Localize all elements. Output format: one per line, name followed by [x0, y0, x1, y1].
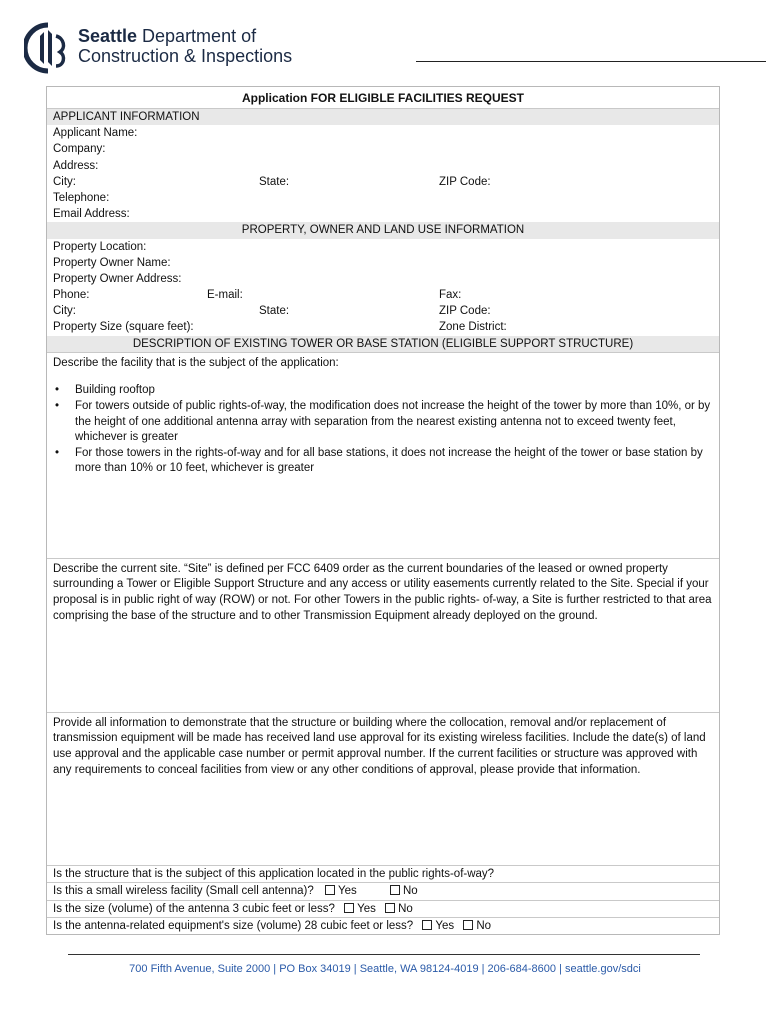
address-field[interactable]: Address:: [53, 159, 99, 172]
section-existing-tower: DESCRIPTION OF EXISTING TOWER OR BASE STATION (ELIGIBLE SUPPORT STRUCTURE): [47, 336, 719, 352]
question-rights-of-way: Is the structure that is the subject of this application located in the public rights-of-way?: [47, 865, 719, 882]
owner-phone-field[interactable]: Phone:: [53, 289, 90, 302]
question-small-wireless: Is this a small wireless facility (Small cell antenna)? Yes No: [47, 882, 719, 899]
owner-state-field[interactable]: State:: [259, 305, 290, 318]
telephone-field[interactable]: Telephone:: [53, 191, 110, 204]
owner-fax-field[interactable]: Fax:: [439, 289, 462, 302]
section-property-information: PROPERTY, OWNER AND LAND USE INFORMATION: [47, 222, 719, 238]
section-applicant-information: APPLICANT INFORMATION: [47, 109, 719, 125]
land-use-approval-area[interactable]: [47, 712, 719, 865]
small-wireless-no-label: No: [402, 885, 418, 898]
org-name-bold: Seattle: [78, 26, 138, 46]
property-location-field[interactable]: Property Location:: [53, 240, 147, 253]
bullet-item: • For towers outside of public rights-of-way, the modification does not increase the height of the tower by more than 10%, or by the height of one additional antenna array with separation from the nearest existing antenna not to exceed twenty feet, whichever is greater: [55, 400, 711, 444]
footer-divider: [68, 954, 700, 955]
small-wireless-no-checkbox[interactable]: [390, 885, 400, 895]
equipment-size-no-label: No: [476, 919, 492, 932]
org-name-line2: Construction & Inspections: [78, 46, 293, 66]
equipment-size-no-checkbox[interactable]: [463, 920, 473, 930]
owner-email-field[interactable]: E-mail:: [207, 289, 243, 302]
small-wireless-yes-checkbox[interactable]: [325, 885, 335, 895]
bullet-item: • For those towers in the rights-of-way and for all base stations, it does not increase the height of the tower or base station by more than 10% or 10 feet, whichever is greater: [55, 446, 703, 475]
seattle-logo-icon: [24, 22, 72, 74]
antenna-size-yes-checkbox[interactable]: [344, 903, 354, 913]
question-equipment-size: Is the antenna-related equipment's size (volume) 28 cubic feet or less? Yes No: [47, 917, 719, 934]
site-description-prompt: Describe the current site. “Site” is defined per FCC 6409 order as the current boundaries of the leased or owned property surrounding a Tower or Eligible Support Structure and any access or utility easements currently related to the Site. Special if your proposal is in public right of way (ROW) or not. For other Towers in the public rights- of-way, a Site is further restricted to that area comprising the base of the structure and to other Transmission Equipment already deployed on the ground.: [53, 562, 712, 622]
facility-bullets: [53, 383, 713, 477]
equipment-size-yes-checkbox[interactable]: [422, 920, 432, 930]
size-zone-row: [47, 319, 719, 335]
antenna-size-no-checkbox[interactable]: [385, 903, 395, 913]
footer-contact: 700 Fifth Avenue, Suite 2000 | PO Box 34019 | Seattle, WA 98124-4019 | 206-684-8600 | seattle.gov/sdci: [129, 963, 641, 975]
bullet-icon: •: [55, 446, 60, 459]
question-antenna-size: Is the size (volume) of the antenna 3 cubic feet or less? Yes No: [47, 900, 719, 917]
owner-city-field[interactable]: City:: [53, 305, 76, 318]
org-name-line1: Department of: [137, 26, 257, 46]
company-field[interactable]: Company:: [53, 143, 106, 156]
site-description-area[interactable]: [47, 558, 719, 712]
property-owner-address-field[interactable]: Property Owner Address:: [53, 272, 182, 285]
property-owner-name-field[interactable]: Property Owner Name:: [53, 256, 171, 269]
email-field[interactable]: Email Address:: [53, 208, 130, 221]
form-title: Application FOR ELIGIBLE FACILITIES REQUEST: [47, 87, 719, 109]
small-wireless-yes-label: Yes: [337, 885, 357, 898]
facility-description-area[interactable]: [47, 352, 719, 558]
bullet-icon: •: [55, 384, 60, 397]
land-use-approval-prompt: Provide all information to demonstrate that the structure or building where the collocation, removal and/or replacement of transmission equipment will be made has received land use approval for its existing wireless facilities. Include the date(s) of land use approval and the applicable case number or permit approval number. If the current facilities or structure was approved with any requirements to conceal facilities from view or any other conditions of approval, please provide that information.: [53, 716, 706, 776]
owner-city-state-zip-row: [47, 303, 719, 319]
facility-description-prompt: Describe the facility that is the subject of the application:: [53, 356, 339, 369]
phone-email-fax-row: [47, 287, 719, 303]
bullet-item: • Building rooftop: [53, 383, 713, 399]
application-form: [46, 86, 720, 935]
property-size-field[interactable]: Property Size (square feet):: [53, 321, 194, 334]
zone-district-field[interactable]: Zone District:: [439, 321, 507, 334]
owner-zip-field[interactable]: ZIP Code:: [439, 305, 491, 318]
page-header: [24, 20, 744, 74]
antenna-size-no-label: No: [398, 902, 413, 915]
city-field[interactable]: City:: [53, 175, 76, 188]
zip-field[interactable]: ZIP Code:: [439, 175, 491, 188]
organization-name: [78, 26, 292, 66]
state-field[interactable]: State:: [259, 175, 290, 188]
bullet-icon: •: [55, 400, 60, 412]
city-state-zip-row: [47, 174, 719, 190]
equipment-size-yes-label: Yes: [435, 919, 455, 932]
antenna-size-yes-label: Yes: [357, 902, 376, 915]
header-divider: [416, 61, 766, 62]
applicant-name-field[interactable]: Applicant Name:: [53, 127, 138, 140]
